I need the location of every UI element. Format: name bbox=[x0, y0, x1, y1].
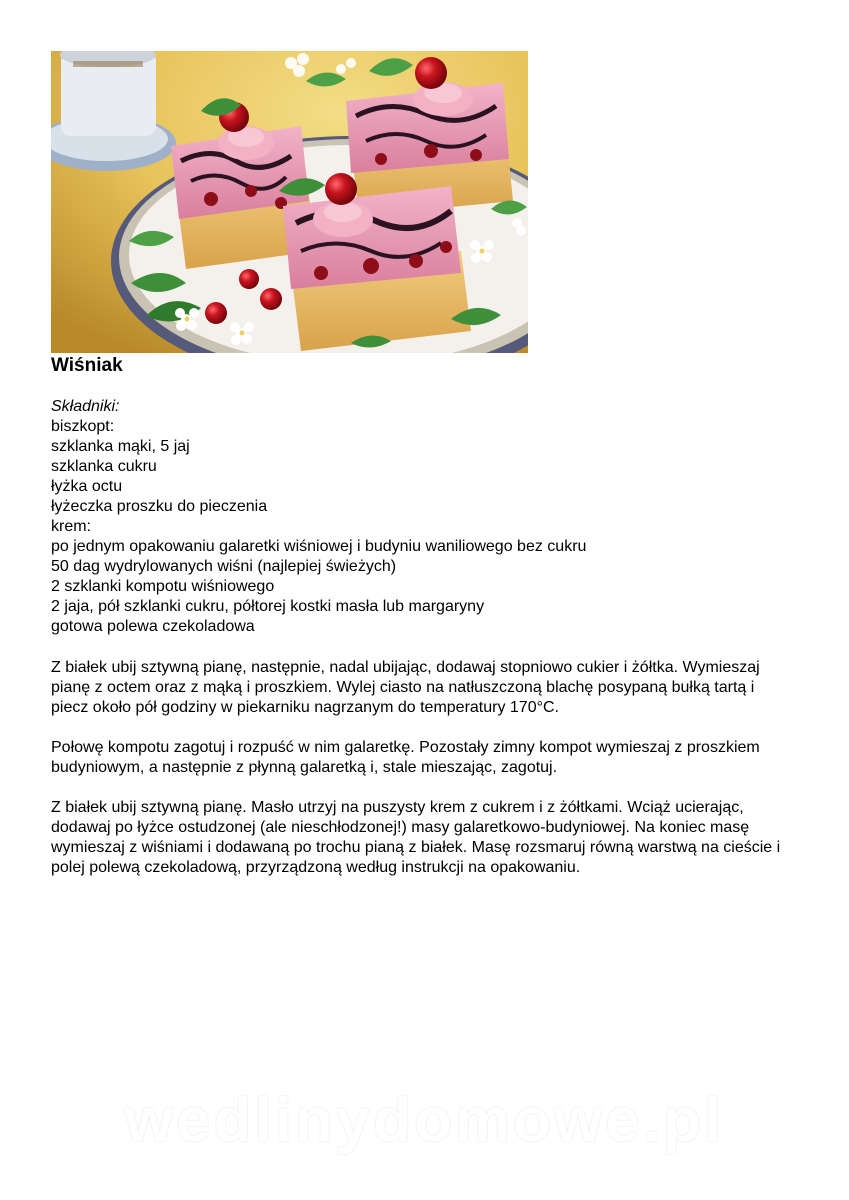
ingredients-heading: Składniki: bbox=[51, 398, 120, 415]
recipe-content bbox=[51, 397, 796, 878]
ingredient-line: łyżka octu bbox=[51, 478, 123, 495]
cake-photo bbox=[51, 51, 528, 353]
ingredient-line: szklanka mąki, 5 jaj bbox=[51, 438, 190, 455]
ingredient-line: gotowa polewa czekoladowa bbox=[51, 618, 255, 635]
ingredient-line: 50 dag wydrylowanych wiśni (najlepiej świeżych) bbox=[51, 558, 397, 575]
site-watermark: wedlinydomowe.pl bbox=[124, 1086, 725, 1155]
ingredient-line: łyżeczka proszku do pieczenia bbox=[51, 498, 268, 515]
preparation-step-2: Połowę kompotu zagotuj i rozpuść w nim galaretkę. Pozostały zimny kompot wymieszaj z proszkiem budyniowym, a następnie z płynną galaretką i, stale mieszając, zagotuj. bbox=[51, 739, 760, 776]
ingredient-line: biszkopt: bbox=[51, 418, 115, 435]
ingredient-line: krem: bbox=[51, 518, 91, 535]
preparation-step-1: Z białek ubij sztywną pianę, następnie, nadal ubijając, dodawaj stopniowo cukier i żółtka. Wymieszaj pianę z octem oraz z mąką i proszkiem. Wylej ciasto na natłuszczoną blachę posypaną bułką tartą i piecz około pół godziny w piekarniku nagrzanym do temperatury 170°C. bbox=[51, 659, 760, 716]
ingredient-line: 2 jaja, pół szklanki cukru, półtorej kostki masła lub margaryny bbox=[51, 598, 485, 615]
ingredient-line: po jednym opakowaniu galaretki wiśniowej i budyniu waniliowego bez cukru bbox=[51, 538, 587, 555]
ingredients-list bbox=[51, 417, 796, 637]
recipe-title: Wiśniak bbox=[51, 355, 123, 376]
ingredient-line: szklanka cukru bbox=[51, 458, 157, 475]
preparation-step-3: Z białek ubij sztywną pianę. Masło utrzyj na puszysty krem z cukrem i z żółtkami. Wciąż ucierając, dodawaj po łyżce ostudzonej (ale nieschłodzonej!) masy galaretkowo-budyniowej. Na koniec masę wymieszaj z wiśniami i dodawaną po trochu pianą z białek. Masę rozsmaruj równą warstwą na cieście i polej polewą czekoladową, przyrządzoną według instrukcji na opakowaniu. bbox=[51, 799, 781, 876]
ingredient-line: 2 szklanki kompotu wiśniowego bbox=[51, 578, 275, 595]
